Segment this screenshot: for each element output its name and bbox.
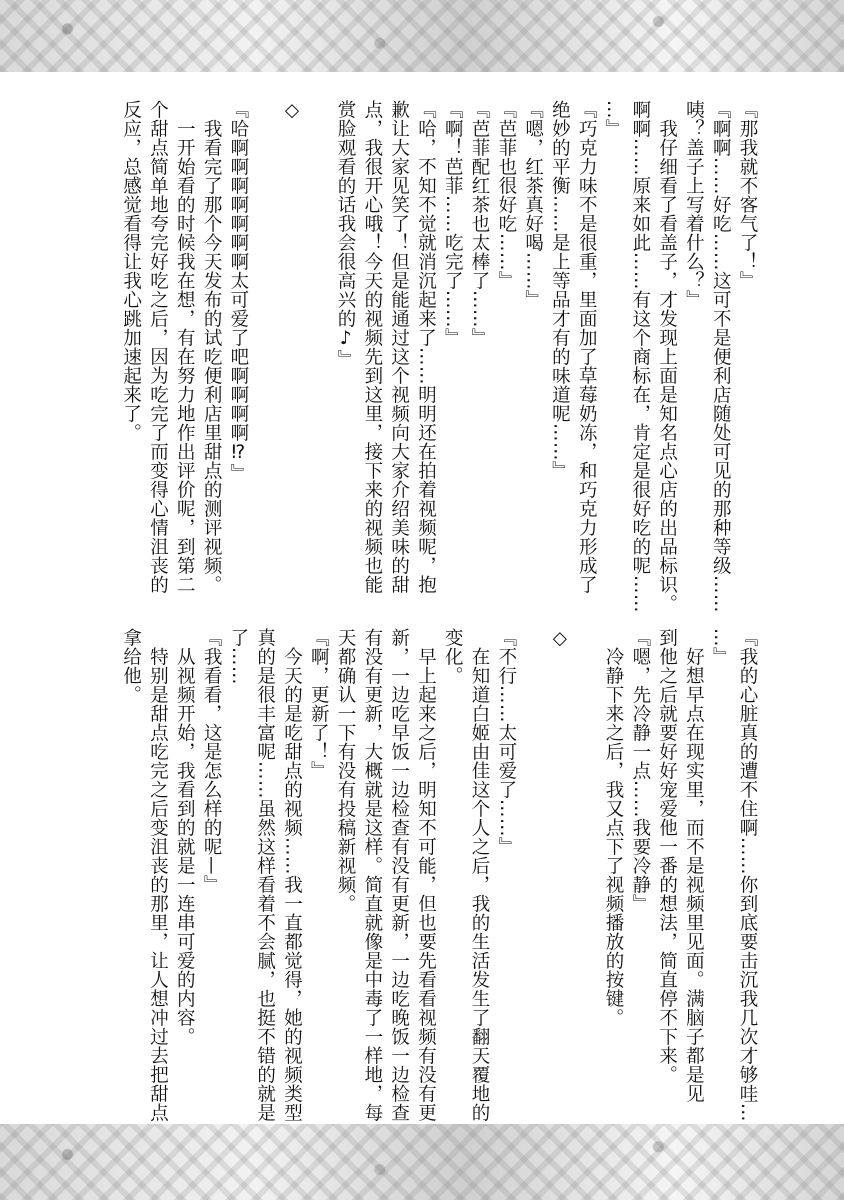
text-line: 早上起来之后，明知不可能，但也要先看看视频有没有更 (415, 628, 437, 1122)
text-line: 赏脸观看的话我会很高兴的♪』 (335, 100, 357, 369)
text-line: 新，一边吃早饭一边检查有没有更新，一边吃晚饭一边检查 (388, 628, 410, 1122)
text-line: 『哈啊啊啊啊啊啊啊太可爱了吧啊啊啊啊⁉』 (227, 100, 249, 483)
text-line (251, 100, 278, 600)
text-line: 『啊啊……好吃……这可不是便利店随处可见的那种等级…… (710, 100, 732, 613)
text-line: …』 (603, 100, 625, 138)
upper-text-block (117, 100, 760, 613)
text-line: 天都确认一下有没有投稿新视频。 (335, 628, 357, 913)
text-line: 特别是甜点吃完之后变沮丧的那里，让人想冲过去把甜点 (147, 628, 169, 1122)
decorative-header-band (0, 0, 844, 72)
decorative-footer-band (0, 1124, 844, 1200)
lower-text-block (117, 628, 760, 1122)
text-line: 『我的心脏真的遭不住啊……你到底要击沉我几次才够哇… (737, 628, 758, 1122)
text-line: 咦？盖子上写着什么？』 (683, 100, 705, 309)
text-line: 拿给他。 (120, 628, 142, 704)
text-line: 变化。 (442, 628, 464, 685)
text-line: 一开始看的时候我在想，有在努力地作出评价呢，到第二 (174, 100, 196, 594)
text-line: 『嗯，先冷静一点……我要冷静』 (629, 628, 651, 913)
text-line: 点，我很开心哦！今天的视频先到这里，接下来的视频也能 (361, 100, 383, 594)
text-line: 了…… (227, 628, 249, 685)
text-line: 歉让大家见笑了！但是能通过这个视频向大家介绍美味的甜 (388, 100, 410, 594)
text-line: 在知道白姬由佳这个人之后，我的生活发生了翻天覆地的 (469, 628, 491, 1122)
text-line (519, 628, 546, 1098)
text-line (572, 628, 599, 1098)
text-line: 啊啊……原来如此……有这个商标在，肯定是很好吃的呢…… (629, 100, 651, 613)
text-line (304, 100, 331, 600)
text-line: 『嗯，红茶真好喝……』 (522, 100, 544, 309)
text-line: 好想早点在现实里，而不是视频里见面。满脑子都是见 (683, 628, 705, 1103)
text-line: 到他之后就要好好宠爱他一番的想法，简直停不下来。 (656, 628, 678, 1084)
text-line: …』 (710, 628, 732, 666)
text-line: 从视频开始，我看到的就是一连串可爱的内容。 (174, 628, 196, 1046)
text-line: 『巧克力味不是很重，里面加了草莓奶冻，和巧克力形成了 (576, 100, 598, 594)
text-line: 冷静下来之后，我又点下了视频播放的按键。 (603, 628, 625, 1027)
text-line: 真的是很丰富呢……虽然这样看着不会腻，也挺不错的就是 (254, 628, 276, 1122)
text-line: 『啊！芭菲……吃完了……』 (442, 100, 464, 347)
text-line: 『不行……太可爱了……』 (495, 628, 517, 856)
text-line: 『哈，不知不觉就消沉起来了……明明还在拍着视频呢，抱 (415, 100, 437, 594)
text-line: 我仔细看了看盖子，才发现上面是知名点心店的出品标识。 (656, 100, 678, 613)
text-line: 有没有更新，大概就是这样。简直就像是中毒了一样地，每 (361, 628, 383, 1122)
text-line: 『芭菲也很好吃……』 (495, 100, 517, 290)
text-line: 『那我就不客气了！』 (737, 100, 758, 290)
text-line: 『芭菲配红茶也太棒了……』 (469, 100, 491, 347)
text-line: 个甜点简单地夸完好吃之后，因为吃完了而变得心情沮丧的 (147, 100, 169, 594)
text-line: ◇ (281, 100, 303, 122)
text-line: 绝妙的平衡……是上等品才有的味道呢……』 (549, 100, 571, 480)
text-line: 『我看看，这是怎么样的呢—』 (201, 628, 223, 894)
text-line: 今天的是吃甜点的视频……我一直都觉得，她的视频类型 (281, 628, 303, 1122)
text-line: ◇ (549, 628, 571, 650)
text-line: 反应，总感觉看得让我心跳加速起来了。 (120, 100, 142, 442)
text-line: 我看完了那个今天发布的试吃便利店里甜点的测评视频。 (201, 100, 223, 594)
text-line: 『啊，更新了！』 (308, 628, 330, 780)
